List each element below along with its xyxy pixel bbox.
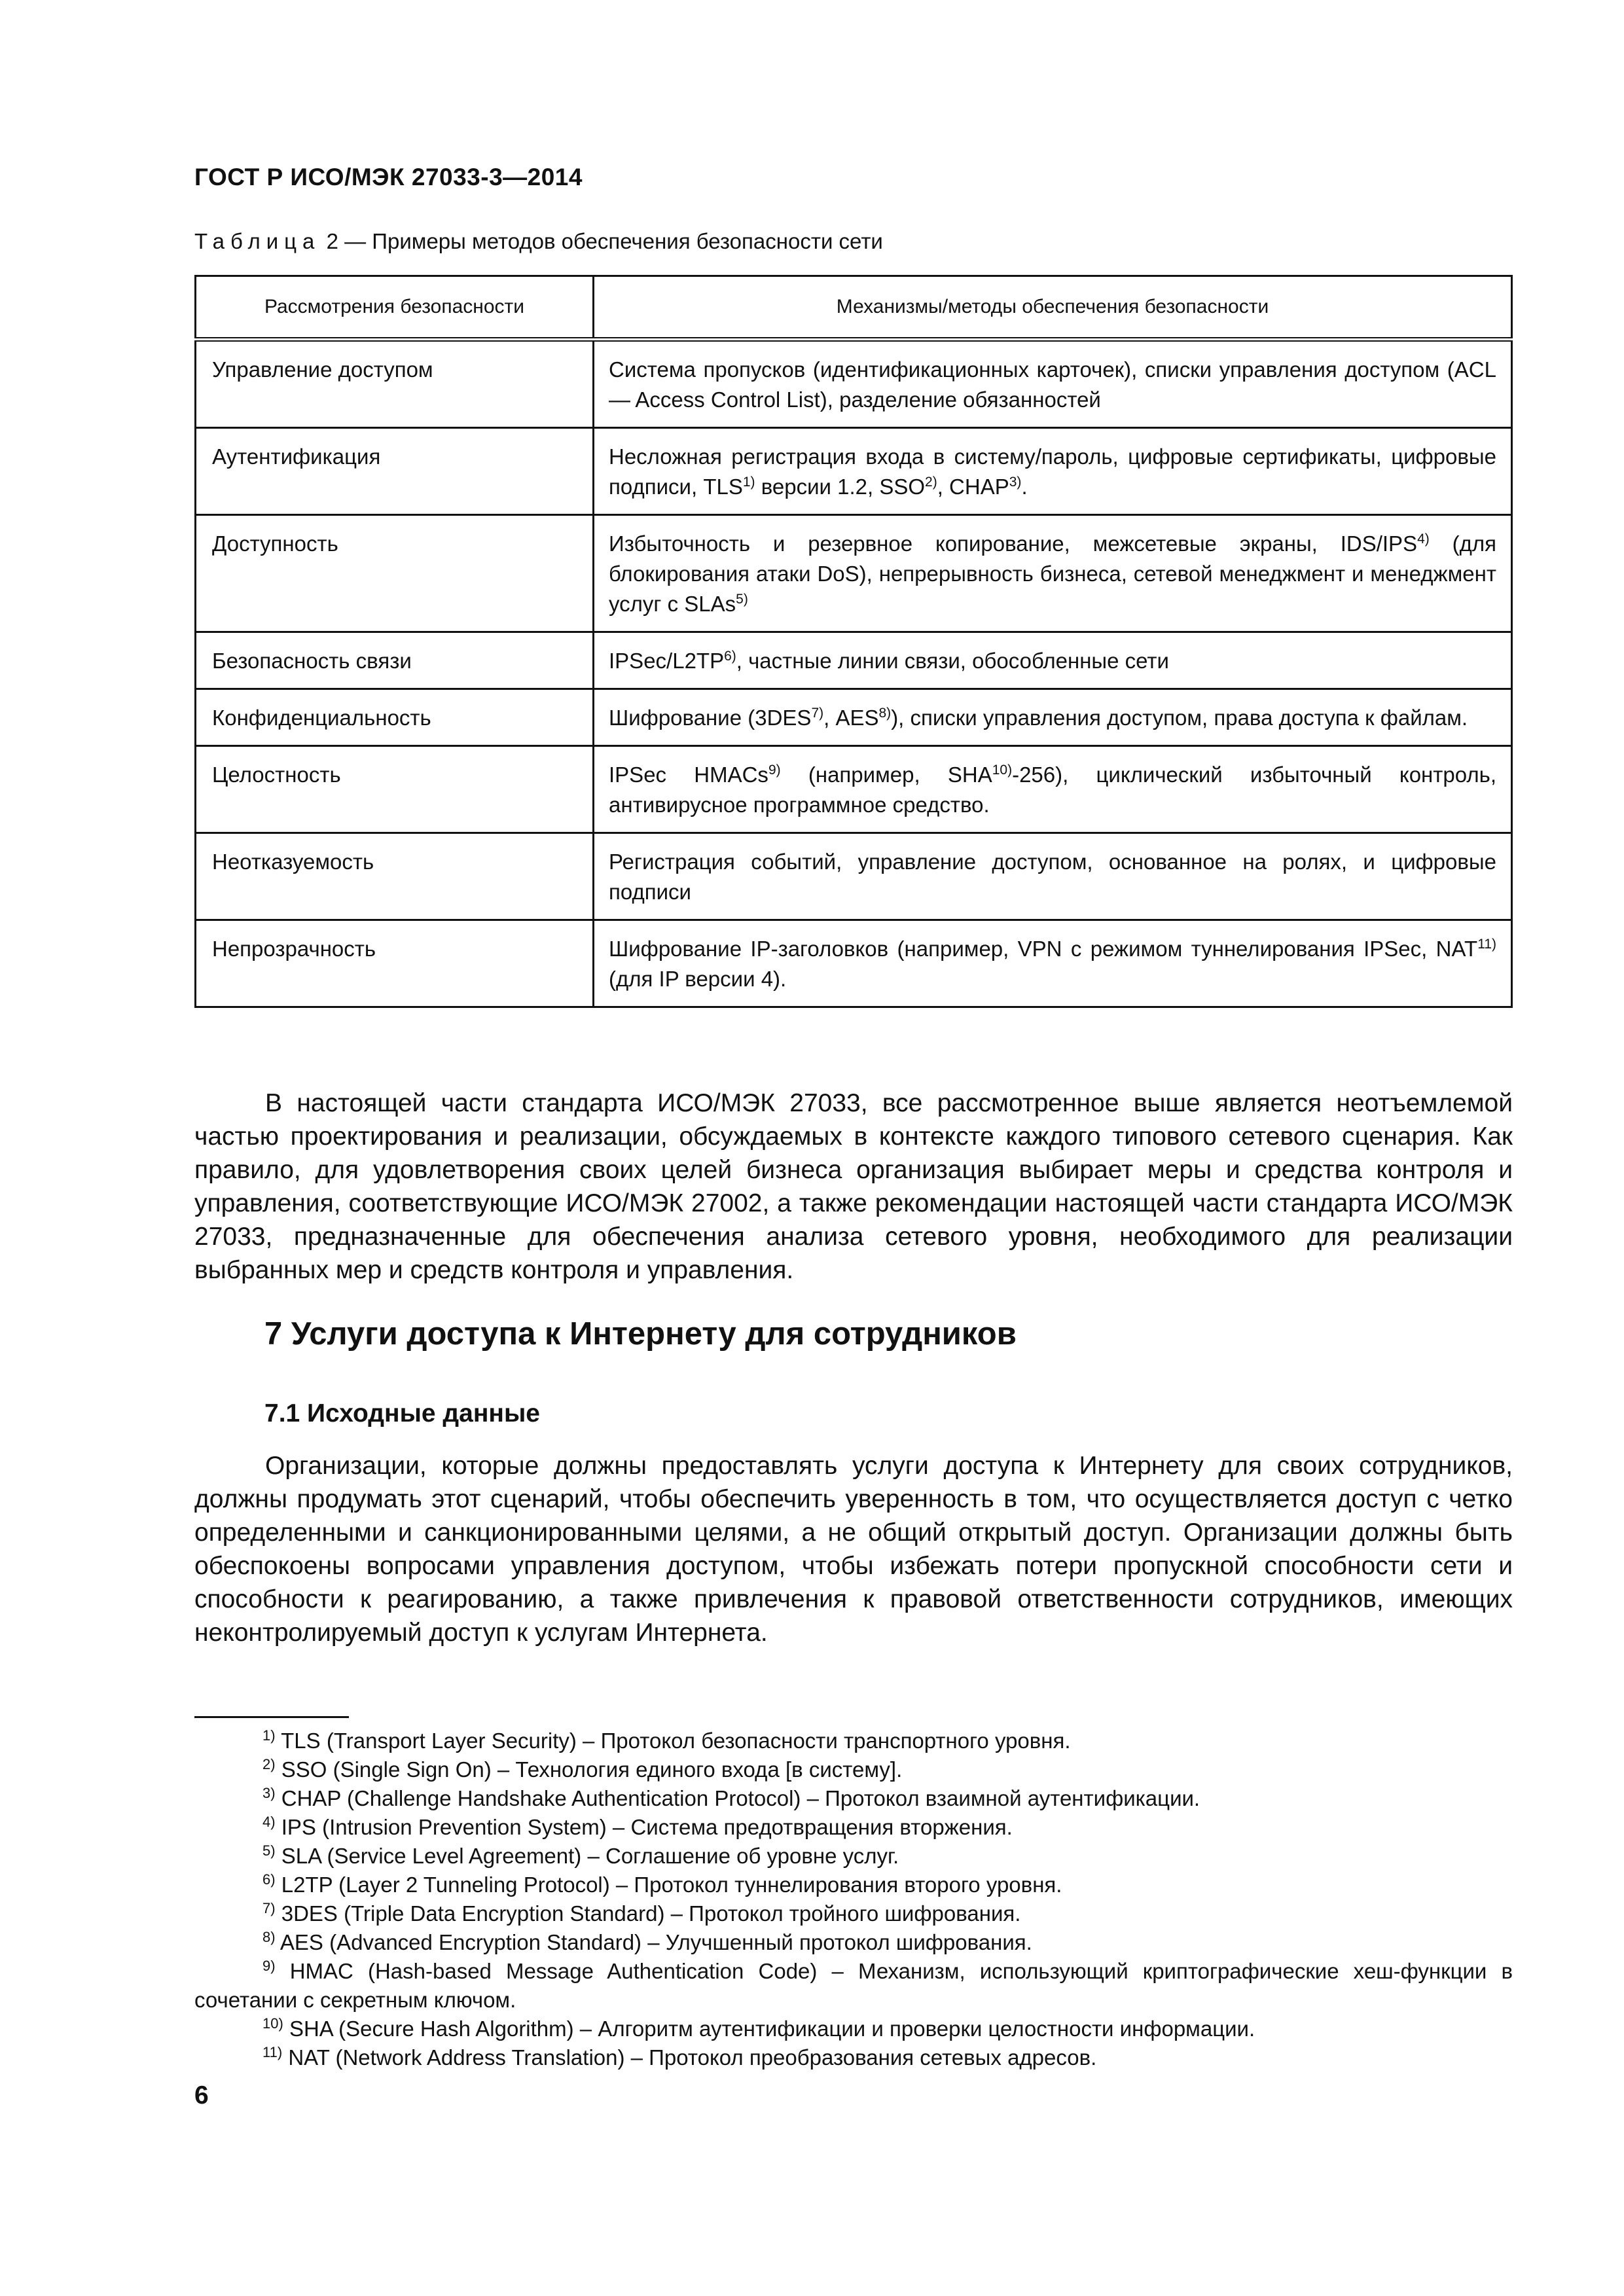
footnote <box>194 1957 1513 2015</box>
footnote-text: L2TP (Layer 2 Tunneling Protocol) – Протокол туннелирования второго уровня. <box>275 1873 1062 1897</box>
footnote-text: TLS (Transport Layer Security) – Протокол безопасности транспортного уровня. <box>275 1729 1071 1753</box>
footnote-ref: 4) <box>1417 531 1430 547</box>
security-consideration-cell: Управление доступом <box>196 340 594 428</box>
table-row <box>196 515 1512 632</box>
footnote-mark: 3) <box>262 1785 276 1801</box>
footnote-mark: 4) <box>262 1814 276 1830</box>
section-heading: 7 Услуги доступа к Интернету для сотрудников <box>264 1316 1017 1352</box>
cell-text: (для IP версии 4). <box>609 967 787 991</box>
paragraph-text: Организации, которые должны предоставлять услуги доступа к Интернету для своих сотрудников, должны продумать этот сценарий, чтобы обеспечить уверенность в том, что осуществляется доступ с четко определенными и санкционированными целями, а не общий открытый доступ. Организации должны быть обеспокоены вопросами управления доступом, чтобы избежать потери пропускной способности сети и способности к реагированию, а также привлечения к правовой ответственности сотрудников, имеющих неконтролируемый доступ к услугам Интернета. <box>194 1452 1513 1647</box>
security-consideration-cell: Доступность <box>196 515 594 632</box>
footnote-mark: 7) <box>262 1900 276 1916</box>
security-mechanism-cell <box>594 428 1512 515</box>
table-header-row <box>196 276 1512 340</box>
footnote-ref: 7) <box>811 706 824 721</box>
table-row <box>196 920 1512 1007</box>
cell-text: ), списки управления доступом, права доступа к файлам. <box>891 706 1468 730</box>
footnote-text: SLA (Service Level Agreement) – Соглашение об уровне услуг. <box>275 1844 899 1868</box>
table-caption <box>194 229 883 254</box>
footnote-mark: 8) <box>262 1929 276 1945</box>
footnote-separator <box>194 1716 349 1718</box>
footnote-text: HMAC (Hash-based Message Authentication Code) – Механизм, использующий криптографические хеш-функции в сочетании с секретным ключом. <box>194 1959 1513 2012</box>
paragraph-text: В настоящей части стандарта ИСО/МЭК 27033, все рассмотренное выше является неотъемлемой частью проектирования и реализации, обсуждаемых в контексте каждого типового сетевого сценария. Как правило, для удовлетворения своих целей бизнеса организация выбирает меры и средства контроля и управления, соответствующие ИСО/МЭК 27002, а также рекомендации настоящей части стандарта ИСО/МЭК 27033, предназначенные для обеспечения анализа сетевого уровня, необходимого для реализации выбранных мер и средств контроля и управления. <box>194 1089 1513 1284</box>
footnote-ref: 10) <box>992 762 1013 778</box>
footnote <box>194 1842 1513 1871</box>
security-consideration-cell: Конфиденциальность <box>196 689 594 746</box>
footnote <box>194 1784 1513 1813</box>
table-body <box>196 340 1512 1007</box>
security-mechanism-cell <box>594 746 1512 833</box>
table-row <box>196 689 1512 746</box>
footnote-text: CHAP (Challenge Handshake Authentication Protocol) – Протокол взаимной аутентификации. <box>275 1786 1200 1810</box>
security-methods-table <box>194 275 1513 1008</box>
cell-text: -256), циклический избыточный контроль, антивирусное программное средство. <box>609 762 1496 817</box>
footnote <box>194 2015 1513 2043</box>
document-header: ГОСТ Р ИСО/МЭК 27033-3—2014 <box>194 164 583 190</box>
footnote-mark: 11) <box>262 2044 283 2060</box>
column-header-mechanisms: Механизмы/методы обеспечения безопасности <box>594 276 1512 340</box>
table-caption-label: Таблица <box>194 229 321 253</box>
footnote-ref: 1) <box>742 475 755 490</box>
page-number: 6 <box>194 2081 209 2109</box>
table-caption-text: 2 — Примеры методов обеспечения безопасности сети <box>326 229 883 253</box>
cell-text: , AES <box>823 706 879 730</box>
column-header-considerations: Рассмотрения безопасности <box>196 276 594 340</box>
footnote-mark: 2) <box>262 1756 276 1772</box>
footnote-mark: 10) <box>262 2015 283 2032</box>
security-consideration-cell: Аутентификация <box>196 428 594 515</box>
footnote-text: SSO (Single Sign On) – Технология единого входа [в систему]. <box>275 1757 903 1782</box>
security-mechanism-cell <box>594 920 1512 1007</box>
footnote-ref: 11) <box>1477 937 1496 952</box>
cell-text: Несложная регистрация входа в систему/пароль, цифровые сертификаты, цифровые подписи, TLS <box>609 444 1496 499</box>
footnote-text: NAT (Network Address Translation) – Протокол преобразования сетевых адресов. <box>282 2045 1097 2070</box>
security-mechanism-cell <box>594 632 1512 689</box>
cell-text: Регистрация событий, управление доступом, основанное на ролях, и цифровые подписи <box>609 850 1496 904</box>
body-paragraph-1 <box>194 1086 1513 1287</box>
footnote-mark: 9) <box>262 1958 276 1974</box>
footnote-text: SHA (Secure Hash Algorithm) – Алгоритм аутентификации и проверки целостности информации. <box>283 2017 1255 2041</box>
cell-text: Избыточность и резервное копирование, межсетевые экраны, IDS/IPS <box>609 531 1418 556</box>
security-consideration-cell: Непрозрачность <box>196 920 594 1007</box>
security-mechanism-cell <box>594 340 1512 428</box>
footnote-text: IPS (Intrusion Prevention System) – Система предотвращения вторжения. <box>275 1815 1013 1839</box>
footnote <box>194 1813 1513 1842</box>
table-row <box>196 833 1512 920</box>
security-mechanism-cell <box>594 689 1512 746</box>
footnote <box>194 1727 1513 1755</box>
footnote-mark: 5) <box>262 1842 276 1859</box>
footnote <box>194 1899 1513 1928</box>
footnote-text: AES (Advanced Encryption Standard) – Улучшенный протокол шифрования. <box>275 1930 1032 1954</box>
footnote-mark: 1) <box>262 1727 276 1744</box>
cell-text: . <box>1021 475 1028 499</box>
table-row <box>196 632 1512 689</box>
cell-text: Шифрование (3DES <box>609 706 812 730</box>
footnote <box>194 1871 1513 1899</box>
footnote-ref: 8) <box>878 706 892 721</box>
table-row <box>196 428 1512 515</box>
footnote-ref: 2) <box>925 475 937 490</box>
footnote-ref: 3) <box>1009 475 1022 490</box>
footnote-mark: 6) <box>262 1871 276 1888</box>
security-mechanism-cell <box>594 515 1512 632</box>
cell-text: , частные линии связи, обособленные сети <box>736 649 1169 673</box>
table-row <box>196 746 1512 833</box>
footnote <box>194 1928 1513 1957</box>
cell-text: , CHAP <box>937 475 1009 499</box>
security-consideration-cell: Целостность <box>196 746 594 833</box>
body-paragraph-2 <box>194 1449 1513 1649</box>
footnote <box>194 1755 1513 1784</box>
cell-text: версии 1.2, SSO <box>755 475 926 499</box>
footnote-text: 3DES (Triple Data Encryption Standard) – Протокол тройного шифрования. <box>275 1901 1021 1926</box>
cell-text: (например, SHA <box>780 762 992 787</box>
footnotes <box>194 1727 1513 2072</box>
subsection-heading: 7.1 Исходные данные <box>264 1399 540 1427</box>
security-consideration-cell: Безопасность связи <box>196 632 594 689</box>
cell-text: Шифрование IP-заголовков (например, VPN с режимом туннелирования IPSec, NAT <box>609 937 1478 961</box>
footnote <box>194 2043 1513 2072</box>
footnote-ref: 5) <box>736 592 748 607</box>
security-mechanism-cell <box>594 833 1512 920</box>
table-row <box>196 340 1512 428</box>
security-consideration-cell: Неотказуемость <box>196 833 594 920</box>
cell-text: IPSec/L2TP <box>609 649 725 673</box>
footnote-ref: 9) <box>768 762 781 778</box>
cell-text: Система пропусков (идентификационных карточек), списки управления доступом (ACL — Access Control List), разделение обязанностей <box>609 357 1496 412</box>
cell-text: IPSec HMACs <box>609 762 768 787</box>
footnote-ref: 6) <box>724 649 736 664</box>
cell-text: (для блокирования атаки DoS), непрерывность бизнеса, сетевой менеджмент и менеджмент услуг с SLAs <box>609 531 1496 616</box>
